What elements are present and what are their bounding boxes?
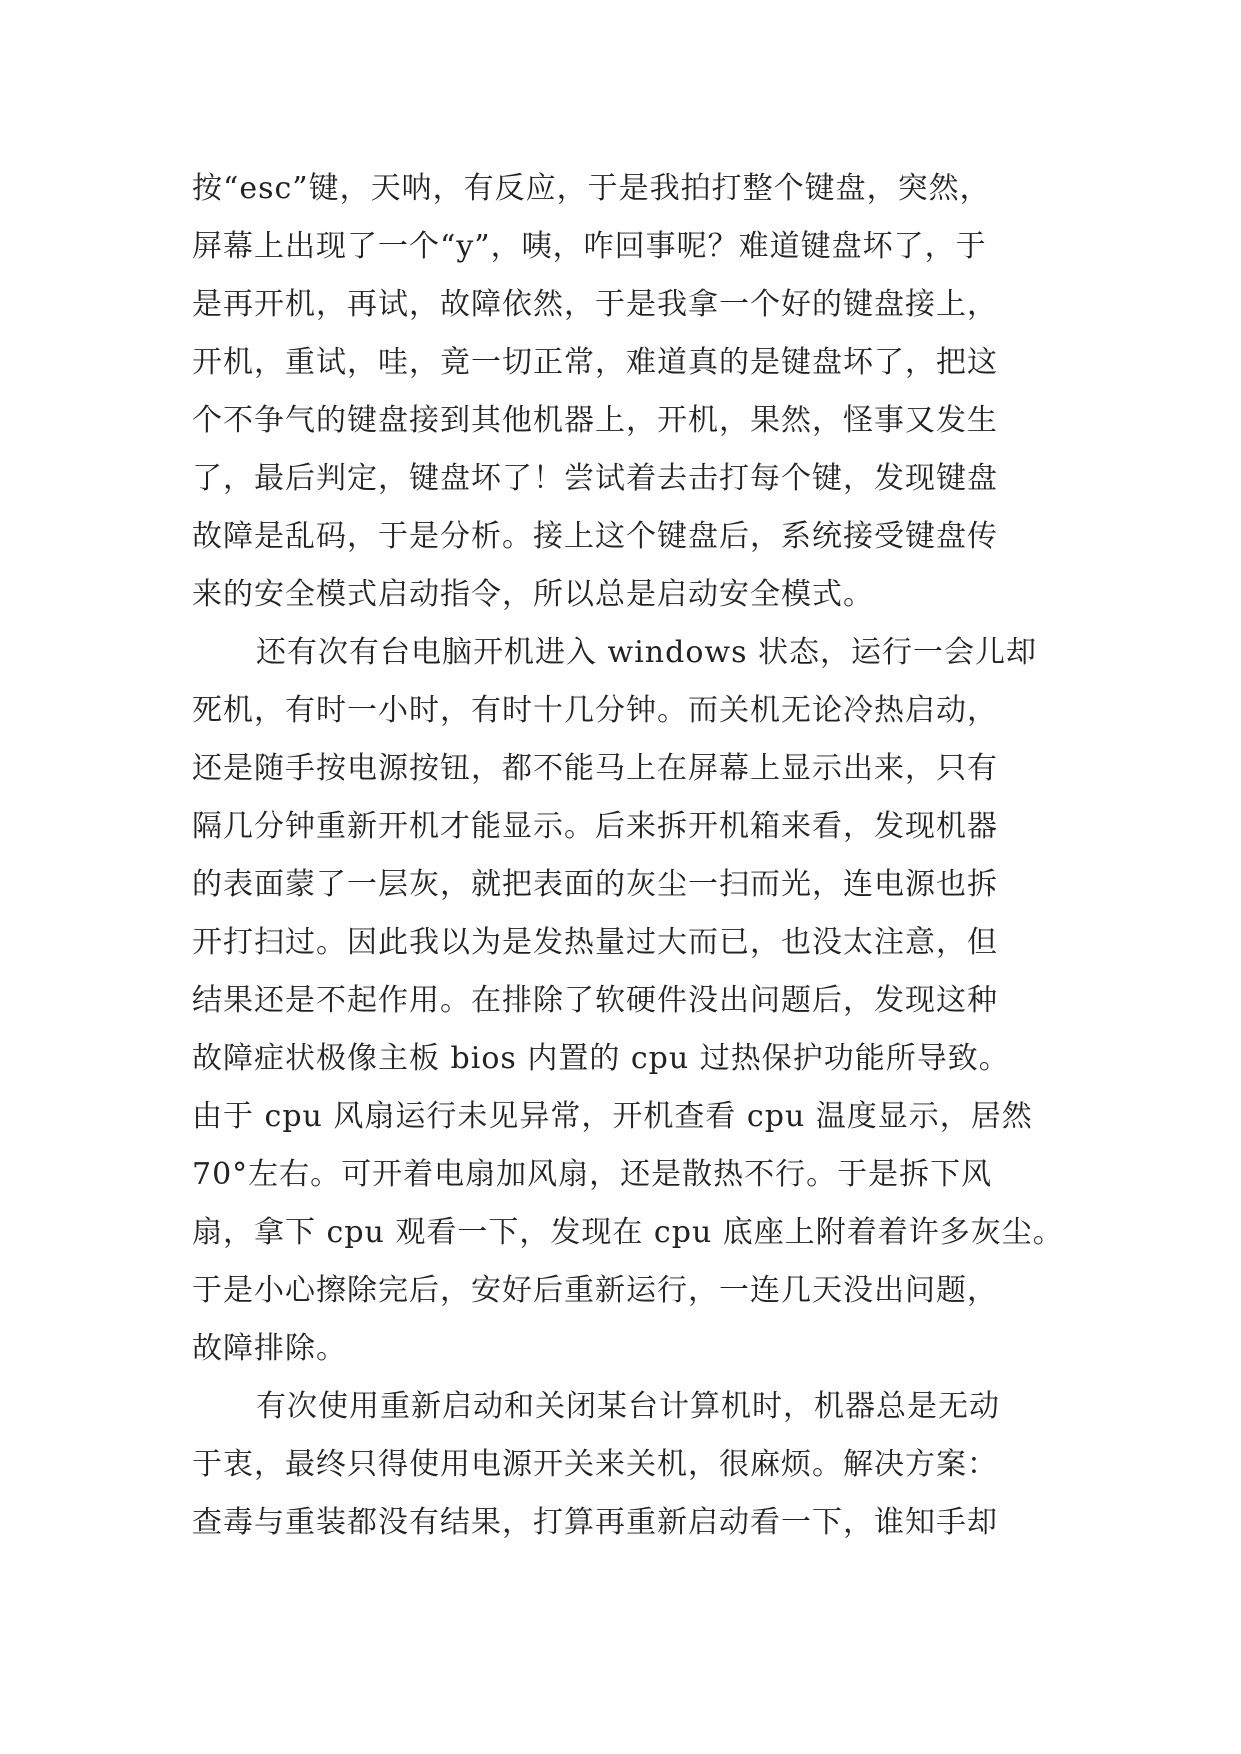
text-line: 是再开机，再试，故障依然，于是我拿一个好的键盘接上， (192, 287, 998, 322)
text-line: 还有次有台电脑开机进入 windows 状态，运行一会儿却 (256, 635, 1038, 670)
text-line: 死机，有时一小时，有时十几分钟。而关机无论冷热启动， (192, 693, 998, 728)
text-line: 故障是乱码，于是分析。接上这个键盘后，系统接受键盘传 (192, 519, 998, 554)
text-line: 来的安全模式启动指令，所以总是启动安全模式。 (192, 577, 874, 612)
paragraph (192, 624, 1072, 1378)
text-line: 结果还是不起作用。在排除了软硬件没出问题后，发现这种 (192, 983, 998, 1018)
text-line: 于衷，最终只得使用电源开关来关机，很麻烦。解决方案： (192, 1447, 998, 1482)
text-line: 了，最后判定，键盘坏了！尝试着去击打每个键，发现键盘 (192, 461, 998, 496)
text-line: 查毒与重装都没有结果，打算再重新启动看一下，谁知手却 (192, 1505, 998, 1540)
text-line: 于是小心擦除完后，安好后重新运行，一连几天没出问题， (192, 1273, 998, 1308)
text-line: 故障症状极像主板 bios 内置的 cpu 过热保护功能所导致。 (192, 1041, 1010, 1076)
text-line: 屏幕上出现了一个“y”，咦，咋回事呢？难道键盘坏了，于 (192, 229, 987, 264)
text-line: 开打扫过。因此我以为是发热量过大而已，也没太注意，但 (192, 925, 998, 960)
text-line: 由于 cpu 风扇运行未见异常，开机查看 cpu 温度显示，居然 (192, 1099, 1033, 1134)
paragraph (192, 1378, 1072, 1552)
text-line: 故障排除。 (192, 1331, 347, 1366)
text-line: 70°左右。可开着电扇加风扇，还是散热不行。于是拆下风 (192, 1157, 993, 1192)
text-line: 隔几分钟重新开机才能显示。后来拆开机箱来看，发现机器 (192, 809, 998, 844)
text-line: 开机，重试，哇，竟一切正常，难道真的是键盘坏了，把这 (192, 345, 998, 380)
text-line: 的表面蒙了一层灰，就把表面的灰尘一扫而光，连电源也拆 (192, 867, 998, 902)
paragraph (192, 160, 1072, 624)
text-line: 扇，拿下 cpu 观看一下，发现在 cpu 底座上附着着许多灰尘。 (192, 1215, 1064, 1250)
text-line: 有次使用重新启动和关闭某台计算机时，机器总是无动 (256, 1389, 1000, 1424)
text-line: 个不争气的键盘接到其他机器上，开机，果然，怪事又发生 (192, 403, 998, 438)
text-line: 还是随手按电源按钮，都不能马上在屏幕上显示出来，只有 (192, 751, 998, 786)
body-text (192, 160, 1072, 1552)
text-line: 按“esc”键，天呐，有反应，于是我拍打整个键盘，突然， (192, 171, 991, 206)
